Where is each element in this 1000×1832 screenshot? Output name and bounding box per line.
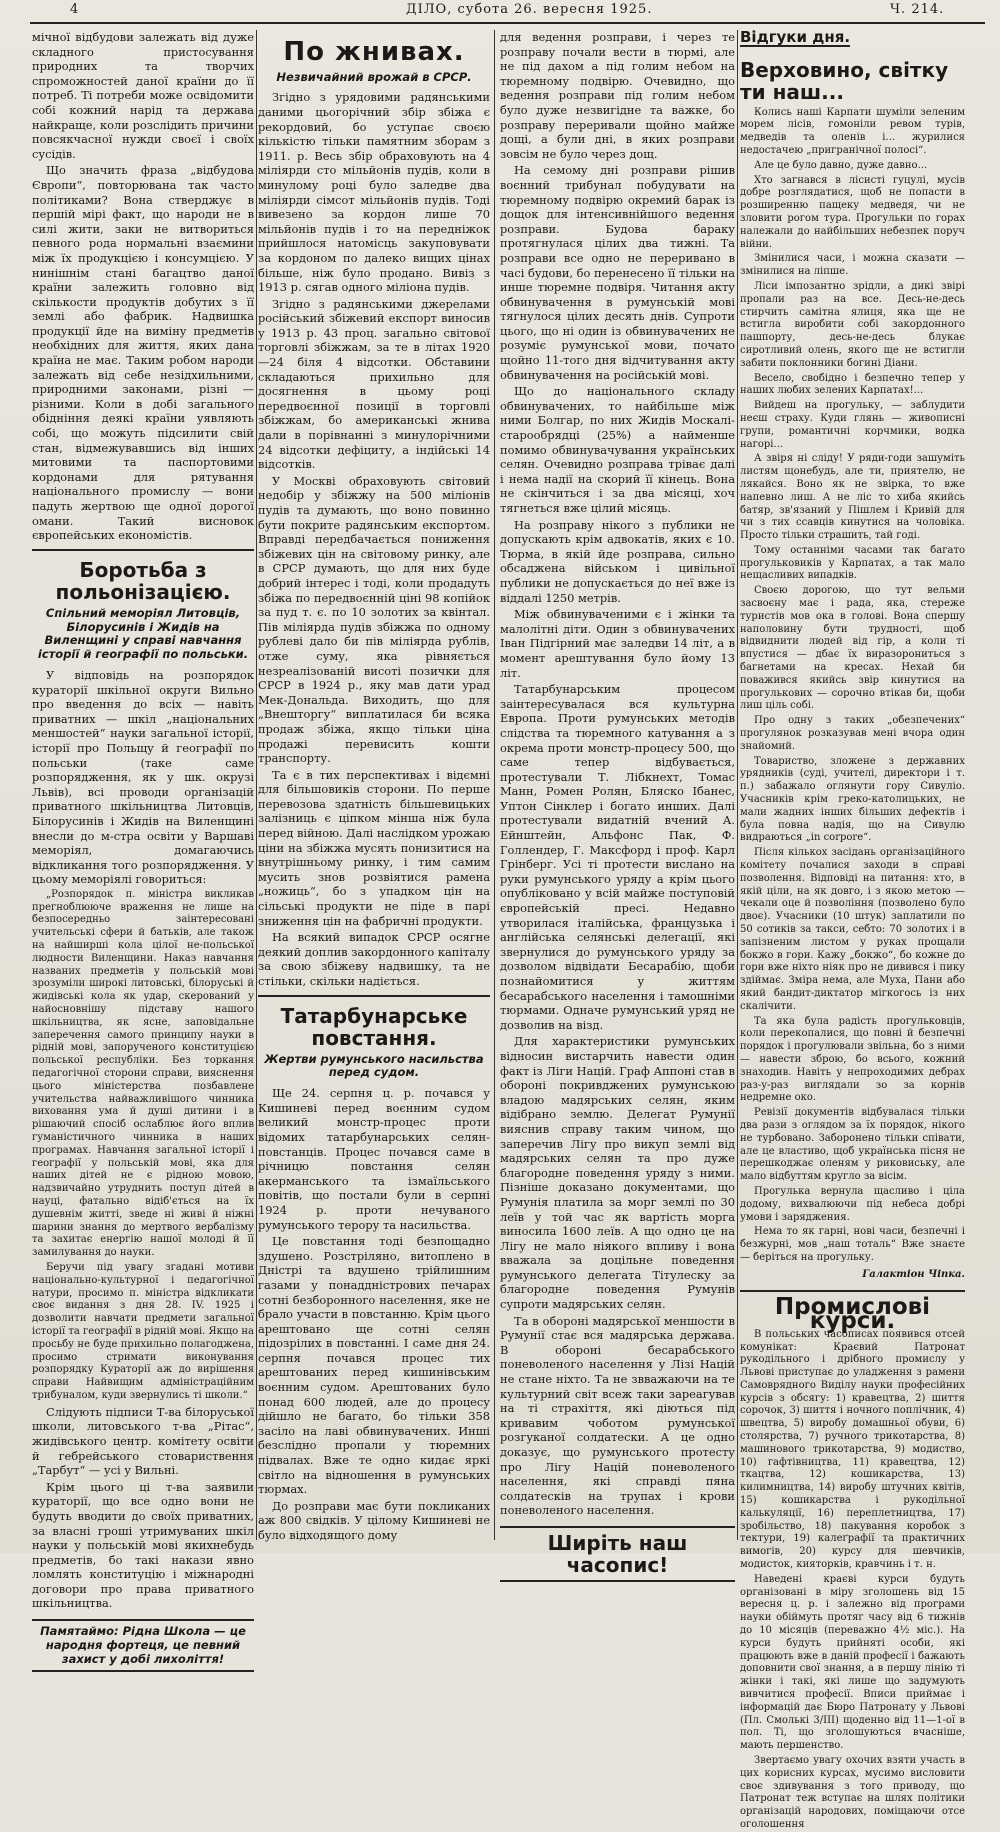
feuilleton-paragraph: Після кількох засідань організаційного комітету почалися заходи в справі позволення. Відповіді на питання: хто, в якій ціли, на як довго, і з якою метою — чекали оце й позвоління (позволено було двоє). Учасники (10 штук) заплатили по 50 сотиків за такси, себто: 70 золотих і в запізненим листом у руках прощали бокжо в гори. Кажу „бокжо“, бо кожне до гори вже ніхто ніяк про не дивився і пику здіймає. Зміра нема, але Муха, Пани або який бандит-диктатор мігкогось із них скалічити.: [740, 847, 965, 1012]
section-kicker: Відгуки дня.: [740, 28, 851, 46]
article-paragraph: Що до національного складу обвинувачених, то найбільше між ними Болгар, по них Жидів Москалі-старообрядці (25%) а найменше помимо обвинувачування українських селян. Очевидно розправа тріває далі і нема надії на скорий її кінець. Вона не скінчиться і за два місяці, хоч тягнеться вже цілий місяць.: [500, 384, 735, 515]
article-paragraph: Крім цього ці т-ва заявили кураторії, що все одно вони не будуть вводити до своїх приватних, за власні гроші утримуваних шкіл науки у польській мові якихнебудь предметів, бо такі накази явно ломлять конституцію і міжнародні договори про права приватного шкільництва.: [32, 1479, 254, 1611]
feuilleton-paragraph: Змінилися часи, і можна сказати — змінилися на ліпше.: [740, 253, 965, 278]
divider: [258, 995, 490, 997]
article-paragraph: для ведення розправи, і через те розправу почали вести в тюрмі, але не під дахом а під голим небом на тюремному подвірю. Очевидно, що ведення розправи під голим небом було дуже незвигідне та важке, бо розправу переривали щойно майже дощі, а були дні, в яких розправи зовсім не було через дощ.: [500, 30, 735, 161]
article-paragraph: Слідують підписи Т-ва білоруської школи, литовського т-ва „Рітас“, жидівського центр. комітету освіти й гебрейського стовариствення „Тарбут“ — усі у Вильні.: [32, 1404, 254, 1478]
headline-polonization: Боротьба з польонізацією.: [55, 557, 231, 604]
feuilleton-paragraph: Та яка була радість прогульковців, коли перекопалися, що повні й безпечні порядок і прогулювали звільна, бо з ними — навести зброю, бо всього, кожний знаходив. Навіть у непроходимих дебрах раз-у-раз виглядали зо за корнів недремне око.: [740, 1015, 965, 1104]
feuilleton-paragraph: Весело, свобідно і безпечно тепер у наших любих зелених Карпатах!...: [740, 372, 965, 397]
quoted-memorial: Беручи під увагу згадані мотиви національно-культурної і педагогічної натури, просимо п. міністра відкликати своє видання з дня 28. IV. 1925 і дозволити навчати предмети загальної історії та географії в рідній мові. Якщо на просьбу не буде прихильно полагоджена, просимо стримати виконування розпорядку Кураторії аж до вирішення справи Найвищим адміністраційним трибуналом, куди звернулись ті школи.“: [32, 1261, 254, 1401]
feuilleton-paragraph: Тому останніми часами так багато прогульковиків у Карпатах, а так мало нещасливих випадків.: [740, 544, 965, 582]
article-paragraph: Для характеристики румунських відносин вистарчить навести один факт із Ліги Націй. Граф Аппоні став в обороні покривджених румунською владою мадярських селян, яким відібрано землю. Делегат Румунії вияснив справу таким чином, що заперечив Лігу про викуп землі від мадярських селян та про дуже благородне поведення уряду з ними. Пізніше доказано документами, що Румунія платила за морг землі по 30 леїв у той час як вартість морга виносила 1600 леїв. А що одно це на Лігу не мало ніякого впливу і вона вважала за доцільне поведення румунського делегата Тітулеску за благородне поведення Румунів супроти мадярських селян.: [500, 1034, 735, 1312]
subheadline-harvest: Незвичайний врожай в СРСР.: [276, 69, 472, 84]
feuilleton-paragraph: Про одну з таких „обезпечених“ прогулянок розказував мені вчора один знайомий.: [740, 715, 965, 752]
article-paragraph: Згідно з урядовими радянськими даними цьогорічний збір збіжа є рекордовий, бо уступає своєю кількістю тільки памятним зборам з 1911. р. Весь збір обраховують на 4 міліярди сто мільйонів пудів, коли в минулому році було заледве два міліярди сімсот мільйонів пудів. Тоді вивезено за кордон лише 70 мільйонів пудів і то на передніжок прийшлося натомісць закуповувати за кордоном по далеко вищих цінах більше, ніж було продано. Вивіз з 1913 р. сягав одного міліона пудів.: [258, 90, 490, 295]
headline-verkhovyna: Верховино, світку ти наш...: [740, 57, 949, 104]
masthead-title: ДІЛО, субота 26. вересня 1925.: [406, 2, 653, 17]
feuilleton-paragraph: Прогулька вернула щасливо і ціла додому, вихвалюючи під небеса добрі умови і заряджения.: [740, 1185, 965, 1223]
article-paragraph: Наведені краєві курси будуть організовані в міру зголошень від 15 вересня ц. р. і залежно від програми науки обіймуть протяг часу від 6 тижнів до 10 місяців (переважно 4½ міс.). На курси будуть прийняті особи, які працюють вже в даній професії і бажають доповнити свої знання, а в першу лінію ті жінки і такі, які лише що задумують вивчитися професії. Вписи приймає і інформацій дає Бюро Патронату у Львові (Пл. Смолькі 3/III) щоденно від 11—1-ої в пол. Ті, що зголошуються вчасніше, мають першенство.: [740, 1573, 965, 1752]
divider: [32, 549, 254, 551]
article-paragraph: Що значить фраза „відбудова Європи“, повторювана так часто політиками? Вона стверджує в першій мірі факт, що народи не в силі жити, заки не витвориться певного рода нормальні взаємини між їх продукцією і консумцією. У нинішнім стані багацтво даної країни залежить головно від скількости продуктів добутих з її землі або фабрик. Надвишка продукції йде на виміну предметів необхідних для життя, яких дана країна не має. Таким робом народи залежать від себе незідхильними, природними законами, різні — різними. Коли в добі загального обідніння деякі країни уявляють собі, що можуть підсилити свій стан, відмежувавшись від інших митовими та паспортовими кордонами для рятування національного промислу — вони падуть жертвою ще одної дорогої омани. Такий висновок європейських економістів.: [32, 163, 254, 543]
article-paragraph: Звертаємо увагу охочих взяти участь в цих корисних курсах, мусимо висловити своє здивування з того приводу, що Патронат теж вступає на шлях політики організацій народових, поміщаючи отсе оголошення: [740, 1755, 965, 1830]
article-paragraph: Та є в тих перспективах і відємні для більшовиків сторони. По перше перевозова здатність більшевицьких залізниць є ціпком мінша ніж була перед війною. Далі наслідком урожаю ціни на збіжжа мусять понизитися на внутрішньому ринку, і тим самим мусить знов розвіятися рамена „ножиць“, бо з упадком цін на сільські продукти не піде в парі зниження цін на фабричні продукти.: [258, 767, 490, 928]
feuilleton-paragraph: Ревізії документів відбувалася тільки два рази з оглядом за їх порядок, нікого не турбовано. Заборонено тільки співати, але це властиво, щоб українська пісня не перешкоджає оленям у риковиську, але мало відбуттям кругло за вісім.: [740, 1107, 965, 1183]
masthead: [30, 0, 985, 24]
article-paragraph: На розправу нікого з публики не допускають крім адвокатів, яких є 10. Тюрма, в якій йде розправа, сильно обсаджена військом і цивільної публики не допускається до неї вже із віддалі 1250 метрів.: [500, 517, 735, 605]
column-4: [740, 28, 965, 1830]
feuilleton-paragraph: Вийдеш на прогульку, — заблудити неєш страху. Куди глянь — живописні групи, романтичні корчмики, водка нагорі...: [740, 400, 965, 450]
author-signature: Галактіон Чіпка.: [862, 1268, 965, 1280]
ridna-shkola-slogan: Памятаймо: Рідна Школа — це народня фортеця, це певний захист у добі лихоліття!: [32, 1619, 254, 1672]
feuilleton-paragraph: Товариство, зложене з державних урядників (суді, учителі, директори і т. п.) забажало оглянути гору Сивуліо. Учасників крім греко-католицьких, не мали жадних інших більших дефектів і була повна надія, що на Сивулю видраються „in corpore“.: [740, 755, 965, 844]
article-paragraph: В польських часописах появився отсей комунікат: Краєвий Патронат рукодільного і дрібного промислу у Львові приступає до уладження з рамени Самоврядного Виділу науки професійних курсів з обсягу: 1) кравецтва, 2) шиття сорочок, 3) шиття і ночного поплічник, 4) швецтва, 5) виробу домашньої обуви, 6) столярства, 7) ручного трикотарства, 8) машинового трикотарства, 9) модиство, 10) гафтівництва, 11) кравецтва, 12) ткацтва, 12) кошикарства, 13) килимництва, 14) виробу штучних квітів, 15) кошикарства і рукодільної калькуляції, 16) переплетництва, 17) зробільство, 18) пакування коробок з тектури, 19) калеґрафії та практичних вимогів, 20) курсу для шевчиків, модисток, кияторків, кравчинь і т. н.: [740, 1328, 965, 1571]
feuilleton-paragraph: Нема то як гарні, нові часи, безпечні і безжурні, мов „наш тоталь“ Вже знаєте — беріться на прогульку.: [740, 1226, 965, 1263]
article-paragraph: Це повстання тоді безпощадно здушено. Розстріляно, витоплено в Дністрі та вдушено трійлишним газами у понаддністрових печарах сотні безборонного населення, яке не брало участи в повстанню. Крім цього арештовано ще сотні селян підозрілих в повстанні. І саме дня 24. серпня почався процес тих арештованих перед кишинівським воєнним судом. Арештованих було понад 600 людей, але до процесу дійшло не багато, бо тільки 358 засіло на лаві обвинувачених. Инші безслідно пропали у тюремних підвалах. Вже те одно кидає яркі світло на відношення в румунських тюрмах.: [258, 1234, 490, 1497]
column-divider: [494, 30, 495, 1540]
article-paragraph: У відповідь на розпорядок кураторії шкільної округи Вильно про введення до всіх — навіть приватних — шкіл „національних меншостей“ науки загальної історії, історії про Польщу й географії по польськи (таке саме розпорядження, як у шк. окрузі Львів), всі проводи організацій приватного шкільництва Литовців, Білорусинів і Жидів на Виленщині внесли до м-стра освіти у Варшаві меморіял, домагаючись відкликання того розпорядження. У цьому меморіялі говориться:: [32, 667, 254, 887]
feuilleton-paragraph: Але це було давно, дуже давно...: [754, 159, 928, 171]
page-number: 4: [70, 2, 80, 17]
subscribe-slogan: Ширіть наш часопис!: [500, 1526, 735, 1582]
headline-industrial-courses: Промислові курси.: [740, 1290, 965, 1329]
column-1: [32, 30, 254, 1666]
article-paragraph: Та в обороні мадярської меншости в Румунії стає вся мадярська держава. В обороні бесарабського поневоленого населення у Лізі Націй не стане ніхто. Та не звважаючи на те культурний світ всеж таки зареагував на ті страхіття, які діються під кривавим чоботом румунської розгуканої солдатески. А це одно доказує, що румунського протесту про Лігу Націй поневоленого населення, які справді пяна солдатесків на трупах і крови поневоленого населення.: [500, 1313, 735, 1518]
article-paragraph: Між обвинуваченими є і жінки та малолітні діти. Один з обвинувачених Іван Підгірний має заледви 14 літ, а в момент арештування було йому 13 літ.: [500, 607, 735, 680]
feuilleton-paragraph: А звіря ні сліду! У ряди-годи зашуміть листям щонебудь, але ти, приятелю, не лякайся. Воно як не звірка, то вже напевно лиш. А не ліс то хиба якийсь батяр, зв'язаний у Пішлем і Кривій для чи з тих ссавців кинутися на чоловіка. Просто тільки страшить, тай годі.: [740, 453, 965, 542]
article-paragraph: На всякий випадок СРСР осягне деякий доплив закордонного капіталу за свою збіжеву надвишку, та не стільки, скільки надіється.: [258, 930, 490, 989]
article-paragraph: Татарбунарським процесом заінтересувалася вся культурна Европа. Проти румунських методів слідства та тюремного катування а з окрема проти монстр-процесу 500, що саме тепер відбувається, протестували Т. Лібкнехт, Томас Манн, Ромен Ролян, Бляско Ібанес, Уптон Сінклер і богато инших. Далі протестували видатній вчений А. Ейнштейн, Альфонс Пак, Ф. Голлендер, Г. Максфорд і проф. Карл Грінберг. Усі ті протести вислано на руки румунського уряду а крім цього опубліковано у всій майже поступовій європейській пресі. Недавно утворилася італійська, французька і англійська селянські делегації, які звернулися до румунського уряду за дозволом відвідати Бесарабію, щоби познайомитися у життям бесарабського населення і тамошніми тюрмами. Одначе румунський уряд не дозволив на візд.: [500, 682, 735, 1032]
article-paragraph: До розправи має бути покликаних аж 800 свідків. У цілому Кишиневі не було відходящого дому: [258, 1498, 490, 1543]
headline-tatarbunary: Татарбунарське повстання.: [280, 1003, 468, 1050]
subheadline-tatarbunary: Жертви румунського насильства перед судом.: [264, 1051, 484, 1080]
feuilleton-paragraph: Хто загнався в лісисті гуцулі, мусів добре розглядатися, щоб не попасти в розширенню пащеку медведя, чи не зловити рогом тура. Прогульки по горах належали до найбільших небезпек поруч війни.: [740, 174, 965, 250]
column-divider: [256, 30, 257, 1540]
subheadline-polonization: Спільний меморіял Литовців, Білорусинів і Жидів на Виленщині у справі навчання історії й географії по польськи.: [37, 605, 249, 662]
feuilleton-paragraph: Колись наші Карпати шуміли зеленим морем лісів, гомоніли ревом турів, медведів та оленів і... журилися недостачею „пригранічної полосі“.: [740, 106, 965, 156]
feuilleton-paragraph: Ліси імпозантно зрідли, а дикі звірі пропали раз на все. Десь-не-десь стирчить самітна ялиця, яка ще не встигла виробити собі закордонного пашпорту, десь-не-десь блукає сиротливий олень, якого ще не встигли забити поклонники богині Діани.: [740, 280, 965, 369]
feuilleton-paragraph: Своєю дорогою, що тут вельми засвоєну має і рада, яка, стереже туристів мов ока в голові. Вона спершу наполовину бути трудності, щоб відвиднити людей від гір, а коли ті впустися — дбає їх виразорониться з багнетами на кресах. Нехай би поважився якийсь звір кинутися на прогулькових — сорочно втікав би, щоби лиш ціль собі.: [740, 585, 965, 712]
article-paragraph: мічної відбудови залежать від дуже складного пристосування природних та творчих спроможностей даної країни до її потреб. Ті потреби може освідомити собі кожний нарід та держава найкраще, коли розслідить причини повсякчасної нужди своєї і своїх сусідів.: [32, 30, 254, 161]
article-paragraph: Ще 24. серпня ц. р. почався у Кишиневі перед воєнним судом великий монстр-процес проти відомих татарбунарських селян-повстанців. Процес почався саме в річницю повстання селян акерманського та ізмаїльського повітів, що постали були в серпні 1924 р. проти нечуваного румунського терору та насильства.: [258, 1086, 490, 1232]
issue-number: Ч. 214.: [890, 2, 945, 17]
column-divider: [737, 30, 738, 1540]
headline-harvest: По жнивах.: [283, 37, 465, 67]
quoted-memorial: „Розпорядок п. міністра викликав прегноблююче враження не лише на безпосередньо заінтересовані учительські сфери й батьків, але також на найширші кола цілої не-польської людности Виленщини. Наказ навчання названих предметів у польській мові зрозуміли широкі литовські, білоруські й жидівські кола як удар, скерований у найосновнішу підставу нашого шкільництва, як ясне, заповідальне заперечення самого принципу науки в рідній мові, запорученого конституцією польської республіки. Без торкання педагогічної сторони справи, вияснення цього міністерства позбавлене учительства найважливішого чинника виховання ума й душі дитини і в рішаючий спосіб ослаблює його вплив гуманістичного чинника в наших програмах. Навчання загальної історії і географії у польській мові, яка для наших дітей не є рідною мовою, надзвичайно утруднить поступ дітей в науці, фатально відіб'ється на їх душевнім житті, зведе ні живі й ніжні шарини знання до мертвого вербалізму та захитає енергію нашої молоді й її замилування до науки.: [32, 888, 254, 1259]
article-paragraph: Згідно з радянськими джерелами російський збіжевий експорт виносив у 1913 р. 43 проц. загально світової торговлі збіжжам, за те в літах 1920—24 біля 4 відсотки. Обставини складаються прихильно для досягнення в цьому році передвоєнної позиції в торговлі збіжжам, бо американські жнива дали в порівнанні з минулорічними 24 відсотки дефіциту, а індійські 14 відсотків.: [258, 296, 490, 472]
column-3: [500, 30, 735, 1577]
article-paragraph: На семому дні розправи рішив воєнний трибунал побудувати на тюремному подвірю окремий барак із дощок для інтенсивнійшого ведення розправи. Будова бараку протягнулася цілих два тижні. Та розправи все одно не переривано в часі будови, бо перенесено її тільки на инше тюремне подвіря. Читання акту обвинувачення в румунській мові тягнулося цілих десять днів. Супроти цього, що ні один із обвинувачених не розуміє румунської мови, почато щойно 11-того дня відчитування акту обвинувачення на російській мові.: [500, 163, 735, 382]
column-2: [258, 30, 490, 1543]
article-paragraph: У Москві обраховують світовий недобір у збіжжу на 500 міліонів пудів та думають, що воно повинно бути покрите радянським експортом. Вправді передбачається пониження збіжевих цін на світовому ринку, але в СРСР думають, що для них буде добрий інтерес і тоді, коли продадуть збіжа по передвоєнній ціні 98 копійок за пуд т. є. по 10 золотих за квінтал. Пів міліярда пудів збіжжа по одному рублеві дало би пів міліярда рублів, отже суму, яка рівняється незреалізованій висоті позички для СРСР в 1924 р., яку мав дати урад Мек-Дональда. Виходить, що для „Внешторгу“ виплатилася би всяка продаж збіжа, якщо тільки ціна продажі перевисить кошти транспорту.: [258, 473, 490, 766]
